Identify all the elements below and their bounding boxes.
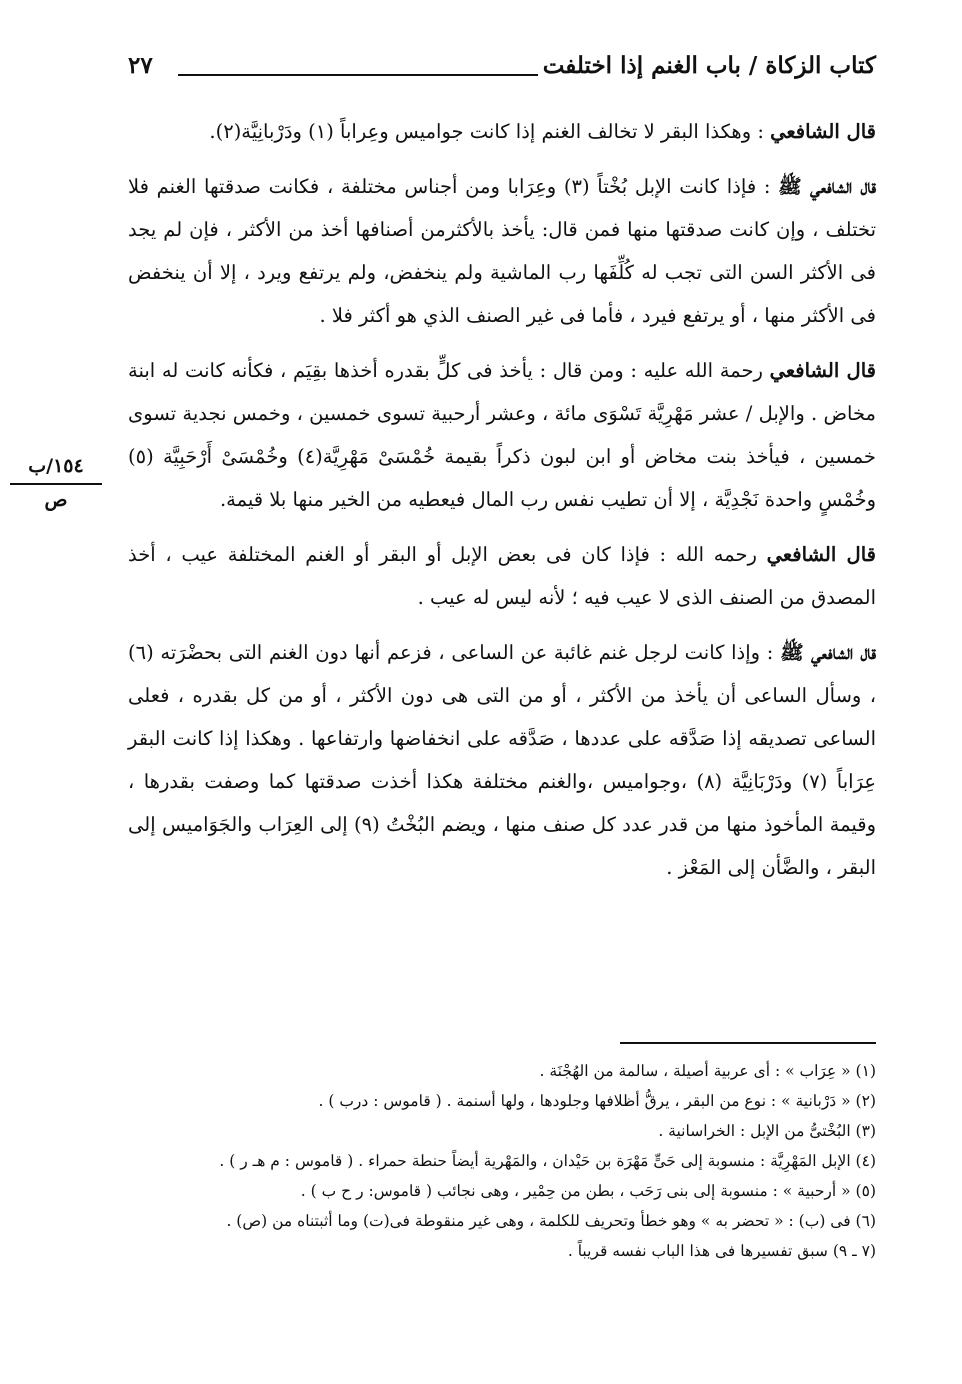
footnote: (٦) فى (ب) : « تحضر به » وهو خطأ وتحريف للكلمة ، وهى غير منقوطة فى(ت) وما أثبتناه من (ص) . (226, 1212, 876, 1230)
speaker-label: قال الشافعي ﷺ (778, 175, 876, 198)
speaker-label: قال الشافعي ﷺ (780, 641, 876, 664)
footnote: (٥) « أرحبية » : منسوبة إلى بنى رَحَب ، بطن من حِمْير ، وهى نجائب ( قاموس: ر ح ب ) . (300, 1182, 876, 1200)
footnote: (٢) « دَرْبانية » : نوع من البقر ، يرقُّ أظلافها وجلودها ، ولها أسنمة . ( قاموس : درب ) . (318, 1092, 876, 1110)
header-rule (178, 74, 538, 76)
page-number: ٢٧ (128, 52, 153, 79)
footnote-rule (620, 1042, 876, 1044)
speaker-label: قال الشافعي (766, 543, 876, 566)
footnote: (٤) الإبل المَهْرِيَّة : منسوبة إلى حَىٍّ مَهْرَة بن حَيْدان ، والمَهْرية أيضاً حنطة حمراء . ( قاموس : م هـ ر ) . (219, 1152, 876, 1170)
speaker-label: قال الشافعي (769, 359, 876, 382)
folio-reference: ١٥٤/ب (10, 455, 102, 485)
footnote: (٣) البُخْتىُّ من الإبل : الخراسانية . (658, 1122, 876, 1140)
manuscript-siglum: ص (44, 489, 68, 511)
speaker-label: قال الشافعي (770, 120, 876, 143)
paragraph-text: : وإذا كانت لرجل غنم غائبة عن الساعى ، فزعم أنها دون الغنم التى بحضْرَته (٦) ، وسأل الساعى أن يأخذ من الأكثر ، أو من التى هى دون الأكثر ، أو من كل بقدره ، فعلى الساعى تصديقه إذا صَدَّقه على عددها ، صَدَّقه على انخفاضها وارتفاعها . وهكذا إذا كانت البقر عِرَاباً (٧) ودَرْبَانِيَّة (٨) ،وجواميس ،والغنم مختلفة هكذا أخذت صدقتها كما وصفت بقدرها ، وقيمة المأخوذ منها من قدر عدد كل صنف منها ، ويضم البُخْتُ (٩) إلى العِرَاب والجَوَاميس إلى البقر ، والضَّأن إلى المَعْز . (128, 641, 876, 879)
paragraph-text: رحمة الله عليه : ومن قال : يأخذ فى كلٍّ بقدره أخذها بقِيَم ، فكأنه كانت له ابنة مخاض . والإبل / عشر مَهْرِيَّة تَسْوَى مائة ، وعشر أرحبية تسوى خمسين ، وخمس نجدية تسوى خمسين ، فيأخذ بنت مخاض أو ابن لبون ذكراً بقيمة خُمْسَىْ مَهْرِيَّة(٤) وخُمْسَىْ أَرْحَبِيَّة (٥) وخُمْسٍ واحدة نَجْدِيَّة ، إلا أن تطيب نفس رب المال فيعطيه من الخير منها بلا قيمة. (128, 359, 876, 511)
running-header (128, 52, 876, 92)
footnote: (٧ ـ ٩) سبق تفسيرها فى هذا الباب نفسه قريباً . (567, 1242, 876, 1260)
paragraph (128, 110, 876, 153)
paragraph (128, 631, 876, 889)
paragraph (128, 533, 876, 619)
running-header-title: كتاب الزكاة / باب الغنم إذا اختلفت (542, 52, 876, 79)
footnotes (128, 1056, 876, 1266)
paragraph (128, 349, 876, 521)
paragraph-text: : وهكذا البقر لا تخالف الغنم إذا كانت جواميس وعِراباً (١) ودَرْبانِيَّة(٢). (209, 120, 764, 143)
paragraph (128, 165, 876, 337)
paragraph-text: رحمه الله : فإذا كان فى بعض الإبل أو البقر أو الغنم المختلفة عيب ، أخذ المصدق من الصنف الذى لا عيب فيه ؛ لأنه ليس له عيب . (128, 543, 876, 609)
main-text (128, 110, 876, 901)
margin-folio-note (10, 455, 102, 511)
footnote: (١) « عِرَاب » : أى عربية أصيلة ، سالمة من الهُجْنَة . (539, 1062, 876, 1080)
paragraph-text: : فإذا كانت الإبل بُخْتاً (٣) وعِرَابا ومن أجناس مختلفة ، فكانت صدقتها الغنم فلا تختلف ، وإن كانت صدقتها منها فمن قال: يأخذ بالأكثرمن أصنافها أخذ من الأكثر ، فإن لم يجد فى الأكثر السن التى تجب له كُلِّفَها رب الماشية ولم ينخفض، ولم يرتفع ويرد ، إلا أن ينخفض فى الأكثر منها ، أو يرتفع فيرد ، فأما فى غير الصنف الذي هو أكثر فلا . (128, 175, 876, 327)
